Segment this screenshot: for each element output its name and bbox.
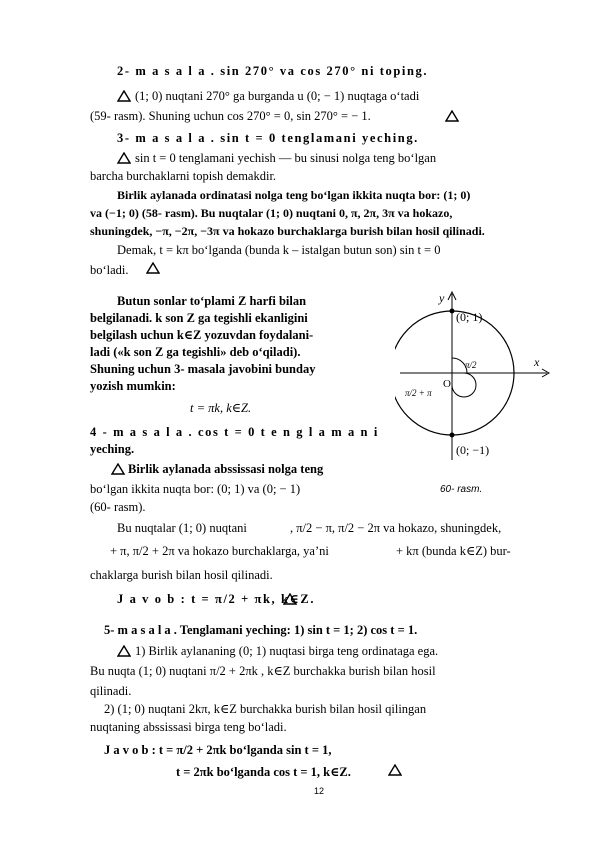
paragraph-line: bo‘ladi. (90, 263, 129, 277)
paragraph-line: Bu nuqta (1; 0) nuqtani π/2 + 2πk , k∈Z burchakka burish bilan hosil (90, 664, 436, 678)
paragraph-line: sin t = 0 tenglamani yechish — bu sinusi nolga teng bo‘lgan (135, 151, 437, 165)
example-4-title: 4 - m a s a l a . cos t = 0 t e n g l a m a n i (90, 425, 379, 439)
paragraph-line: 2) (1; 0) nuqtani 2kπ, k∈Z burchakka burish bilan hosil qilingan (104, 702, 427, 716)
x-axis-label: x (534, 355, 540, 369)
unit-circle-figure (395, 288, 555, 468)
paragraph-line: bo‘lgan ikkita nuqta bor: (0; 1) va (0; − 1) (90, 482, 301, 496)
paragraph-line: belgilash uchun k∈Z yozuvdan foydalani- (90, 328, 314, 342)
figure-caption: 60- rasm. (440, 484, 483, 495)
angle-arc-bottom (452, 373, 476, 397)
angle-bottom-label: π/2 + π (405, 388, 432, 398)
triangle-icon (117, 90, 131, 102)
triangle-icon (111, 463, 125, 475)
triangle-icon (283, 593, 297, 605)
paragraph-line: ladi («k son Z ga tegishli» deb o‘qiladi). (90, 345, 301, 359)
paragraph-line: Birlik aylanada ordinatasi nolga teng bo‘lgan ikkita nuqta bor: (1; 0) (117, 188, 471, 202)
triangle-icon (146, 262, 160, 274)
paragraph-line: + π, π/2 + 2π va hokazo burchaklarga, ya’ni (110, 544, 329, 558)
point-top (450, 309, 455, 314)
paragraph-line: (1; 0) nuqtani 270° ga burganda u (0; − 1) nuqtaga o‘tadi (135, 89, 420, 103)
example-3-title: 3- m a s a l a . sin t = 0 tenglamani yeching. (117, 131, 419, 145)
paragraph-line: (59- rasm). Shuning uchun cos 270° = 0, sin 270° = − 1. (90, 109, 371, 123)
angle-top-label: π/2 (465, 360, 477, 370)
point-bottom (450, 433, 455, 438)
paragraph-line: , π/2 − π, π/2 − 2π va hokazo, shuningdek, (290, 521, 502, 535)
origin-label: O (443, 378, 451, 390)
formula-line: t = πk, k∈Z. (190, 401, 252, 415)
answer-5-line-1: J a v o b : t = π/2 + 2πk bo‘lganda sin t = 1, (104, 743, 332, 757)
paragraph-line: (60- rasm). (90, 500, 146, 514)
paragraph-line: qilinadi. (90, 684, 132, 698)
triangle-icon (388, 764, 402, 776)
example-5-title: 5- m a s a l a . Tenglamani yeching: 1) sin t = 1; 2) cos t = 1. (104, 623, 418, 637)
paragraph-line: nuqtaning abssissasi birga teng bo‘ladi. (90, 720, 287, 734)
y-axis-label: y (439, 291, 445, 305)
answer-5-line-2: t = 2πk bo‘lganda cos t = 1, k∈Z. (176, 765, 351, 779)
paragraph-line: Bu nuqtalar (1; 0) nuqtani (117, 521, 247, 535)
paragraph-line: barcha burchaklarni topish demakdir. (90, 169, 277, 183)
paragraph-line: va (−1; 0) (58- rasm). Bu nuqtalar (1; 0) nuqtani 0, π, 2π, 3π va hokazo, (90, 206, 453, 220)
example-2-title: 2- m a s a l a . sin 270° va cos 270° ni toping. (117, 64, 429, 78)
paragraph-line: chaklarga burish bilan hosil qilinadi. (90, 568, 273, 582)
paragraph-line: belgilanadi. k son Z ga tegishli ekanligini (90, 311, 308, 325)
paragraph-line: Birlik aylanada abssissasi nolga teng (128, 462, 324, 476)
triangle-icon (445, 110, 459, 122)
paragraph-line: + kπ (bunda k∈Z) bur- (396, 544, 511, 558)
paragraph-line: Butun sonlar to‘plami Z harfi bilan (117, 294, 307, 308)
paragraph-line: yeching. (90, 442, 135, 456)
point-top-label: (0; 1) (456, 310, 483, 324)
paragraph-line: 1) Birlik aylananing (0; 1) nuqtasi birga teng ordinataga ega. (135, 644, 439, 658)
point-bottom-label: (0; −1) (456, 443, 490, 457)
paragraph-line: yozish mumkin: (90, 379, 176, 393)
paragraph-line: shuningdek, −π, −2π, −3π va hokazo burchaklarga burish bilan hosil qilinadi. (90, 224, 485, 238)
paragraph-line: Shuning uchun 3- masala javobini bunday (90, 362, 316, 376)
paragraph-line: Demak, t = kπ bo‘lganda (bunda k – istalgan butun son) sin t = 0 (117, 243, 441, 257)
page-number: 12 (314, 786, 325, 796)
triangle-icon (117, 152, 131, 164)
answer-4: J a v o b : t = π/2 + πk, k∈Z. (117, 592, 316, 606)
triangle-icon (117, 645, 131, 657)
